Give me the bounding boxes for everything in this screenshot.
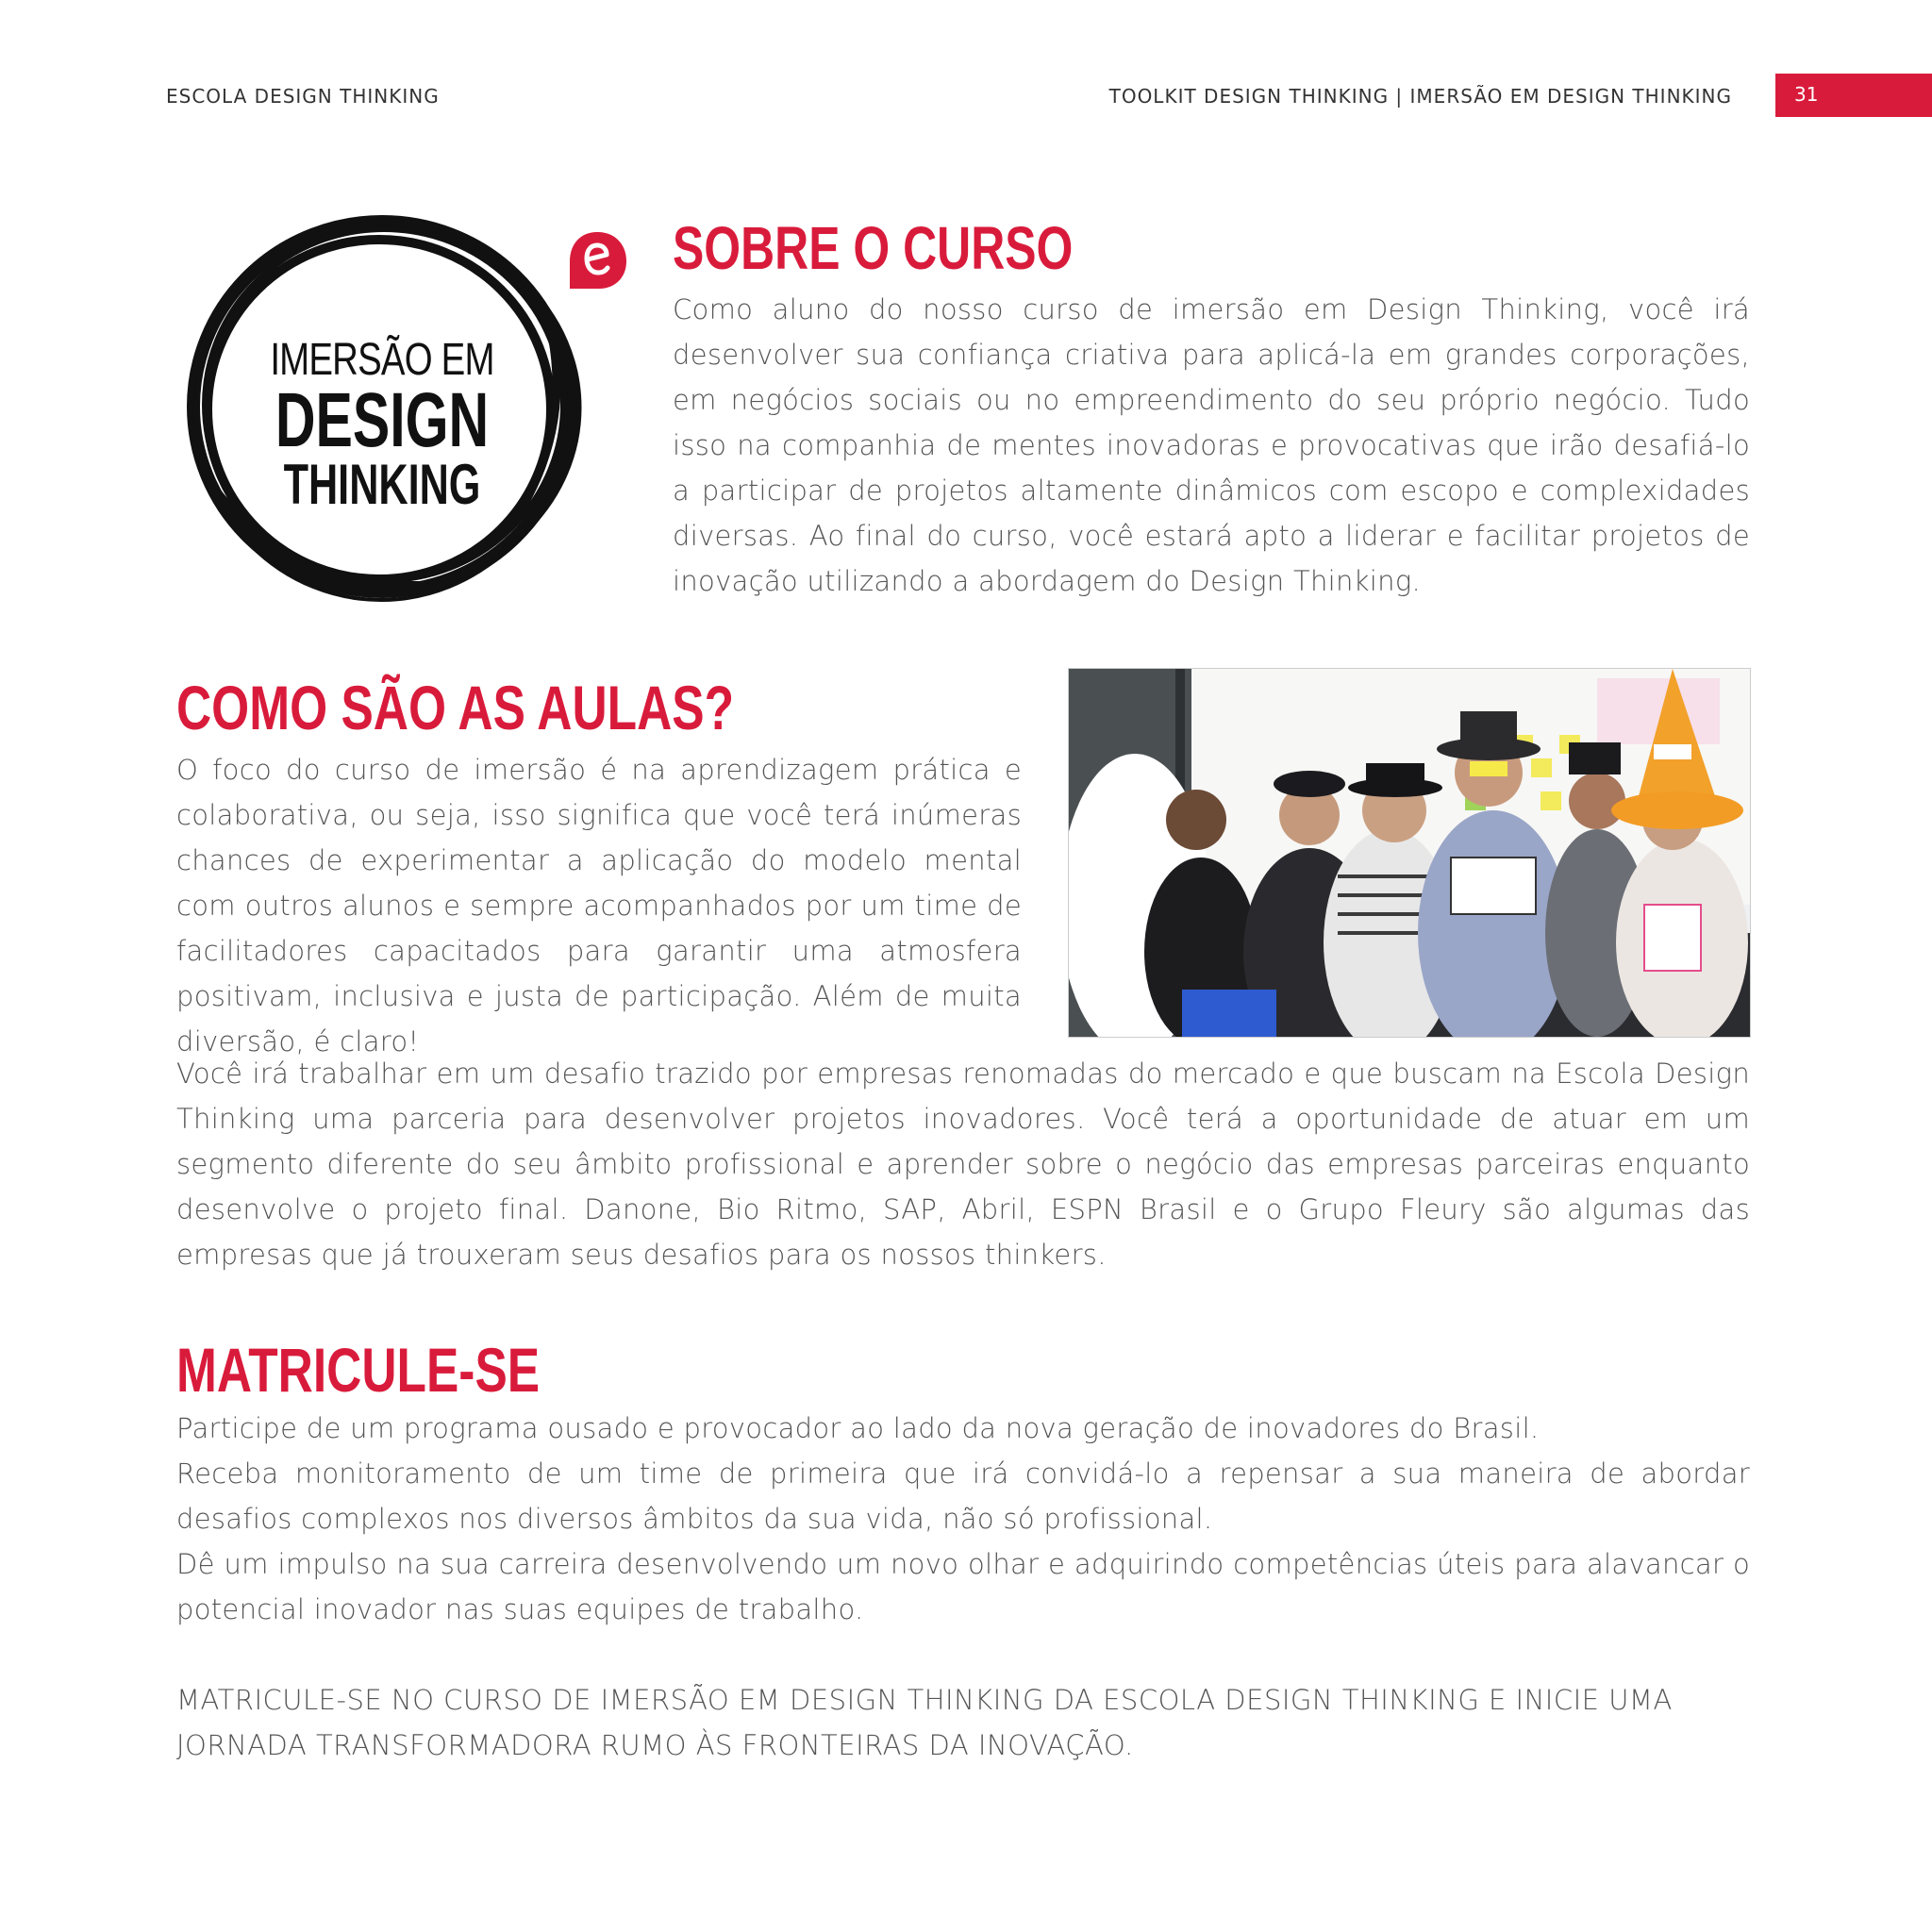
paragraph-aulas: O foco do curso de imersão é na aprendizagem prática e colaborativa, ou seja, isso significa que você terá inúmeras chances de experimentar a aplicação do modelo mental com outros alunos e sempre acompanhados por um time de facilitadores capacitados para garantir uma atmosfera positivam, inclusiva e justa de participação. Além de muita diversão, é claro! (176, 754, 1022, 1058)
paragraph-sobre: Como aluno do nosso curso de imersão em Design Thinking, você irá desenvolver sua confiança criativa para aplicá-la em grandes corporações, em negócios sociais ou no empreendimento do seu próprio negócio. Tudo isso na companhia de mentes inovadoras e provocativas que irão desafiá-lo a participar de projetos altamente dinâmicos com escopo e complexidades diversas. Ao final do curso, você estará apto a liderar e facilitar projetos de inovação utilizando a abordagem do Design Thinking. (673, 293, 1750, 597)
running-header-school: ESCOLA DESIGN THINKING (166, 85, 440, 108)
badge-text-imersao: IMERSÃO EM (270, 335, 494, 385)
section-title-matricule: MATRICULE-SE (176, 1335, 541, 1405)
badge-text-design: DESIGN (275, 377, 490, 463)
imersao-badge-logo (179, 211, 585, 602)
call-to-action: MATRICULE-SE NO CURSO DE IMERSÃO EM DESIGN THINKING DA ESCOLA DESIGN THINKING E INICIE UMA JORNADA TRANSFORMADORA RUMO ÀS FRONTEIRAS DA INOVAÇÃO. (176, 1684, 1673, 1761)
paragraph-matricule-3: Dê um impulso na sua carreira desenvolvendo um novo olhar e adquirindo competências úteis para alavancar o potencial inovador nas suas equipes de trabalho. (176, 1548, 1750, 1625)
section-title-sobre: SOBRE O CURSO (673, 214, 1074, 282)
workshop-photo (1068, 668, 1751, 1038)
escola-logo-icon (564, 228, 630, 294)
section-title-aulas: COMO SÃO AS AULAS? (176, 673, 735, 742)
page-number: 31 (1794, 83, 1819, 106)
paragraph-desafio: Você irá trabalhar em um desafio trazido por empresas renomadas do mercado e que buscam na Escola Design Thinking uma parceria para desenvolver projetos inovadores. Você terá a oportunidade de atuar em um segmento diferente do seu âmbito profissional e aprender sobre o negócio das empresas parceiras enquanto desenvolve o projeto final. Danone, Bio Ritmo, SAP, Abril, ESPN Brasil e o Grupo Fleury são algumas das empresas que já trouxeram seus desafios para os nossos thinkers. (176, 1058, 1750, 1271)
badge-text-thinking: THINKING (283, 453, 481, 516)
paragraph-matricule-1: Participe de um programa ousado e provocador ao lado da nova geração de inovadores do Brasil. (176, 1412, 1540, 1444)
running-header-toolkit: TOOLKIT DESIGN THINKING | IMERSÃO EM DESIGN THINKING (1108, 85, 1732, 108)
page-number-tab (1775, 74, 1932, 117)
paragraph-matricule-2: Receba monitoramento de um time de primeira que irá convidá-lo a repensar a sua maneira de abordar desafios complexos nos diversos âmbitos da sua vida, não só profissional. (176, 1457, 1750, 1535)
